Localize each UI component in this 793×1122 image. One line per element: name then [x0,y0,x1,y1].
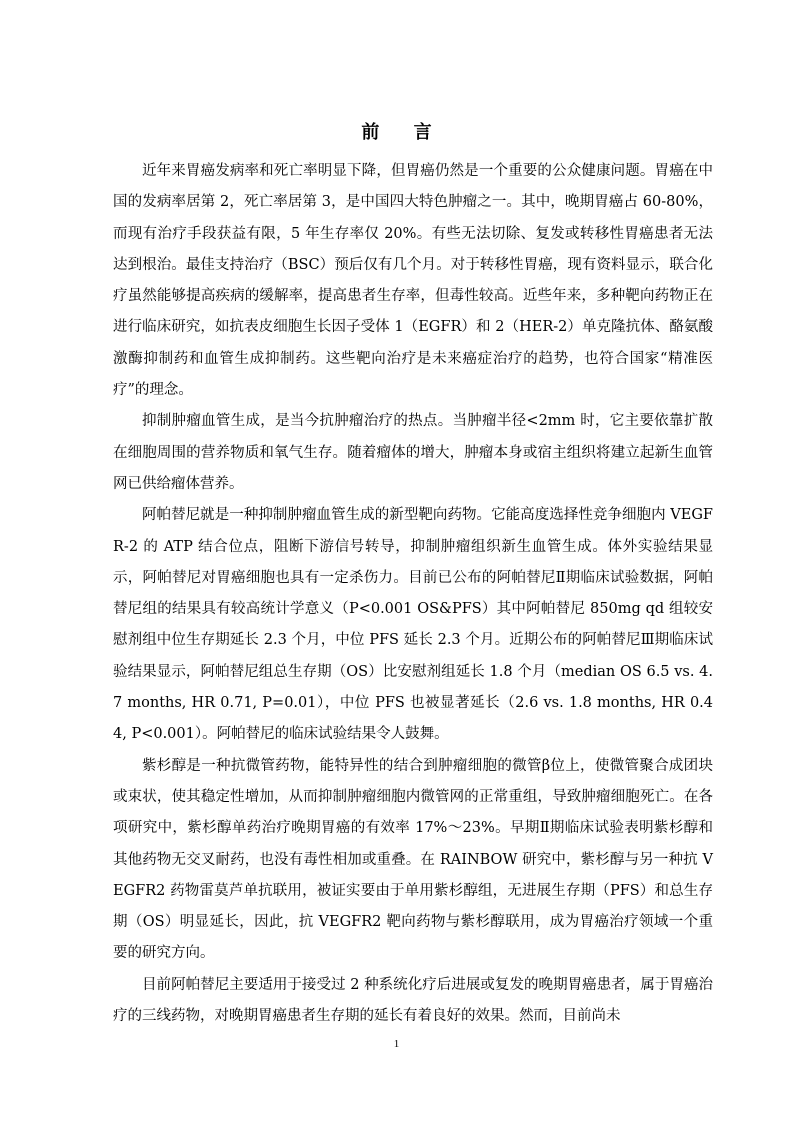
page-number: 1 [393,1038,400,1050]
paragraph-paclitaxel: 紫杉醇是一种抗微管药物，能特异性的结合到肿瘤细胞的微管β位上，使微管聚合成团块或束状，使其稳定性增加，从而抑制肿瘤细胞内微管网的正常重组，导致肿瘤细胞死亡。在各项研究中，紫杉醇单药治疗晚期胃癌的有效率 17%～23%。早期Ⅱ期临床试验表明紫杉醇和其他药物无交叉耐药，也没有毒性相加或重叠。在 RAINBOW 研究中，紫杉醇与另一种抗 VEGFR2 药物雷莫芦单抗联用，被证实要由于单用紫杉醇组，无进展生存期（PFS）和总生存期（OS）明显延长，因此，抗 VEGFR2 靶向药物与紫杉醇联用，成为胃癌治疗领域一个重要的研究方向。 [113,757,713,962]
document-body [113,156,713,1032]
paragraph-angiogenesis: 抑制肿瘤血管生成，是当今抗肿瘤治疗的热点。当肿瘤半径<2mm 时，它主要依靠扩散在细胞周围的营养物质和氧气生存。随着瘤体的增大，肿瘤本身或宿主组织将建立起新生血管网已供给瘤体营养。 [113,413,713,492]
page-title: 前 言 [361,122,446,143]
paragraph-current-use: 目前阿帕替尼主要适用于接受过 2 种系统化疗后进展或复发的晚期胃癌患者，属于胃癌治疗的三线药物，对晚期胃癌患者生存期的延长有着良好的效果。然而，目前尚未 [113,976,713,1025]
paragraph-incidence: 近年来胃癌发病率和死亡率明显下降，但胃癌仍然是一个重要的公众健康问题。胃癌在中国的发病率居第 2，死亡率居第 3，是中国四大特色肿瘤之一。其中，晚期胃癌占 60-80%，而现有治疗手段获益有限，5 年生存率仅 20%。有些无法切除、复发或转移性胃癌患者无法达到根治。最佳支持治疗（BSC）预后仅有几个月。对于转移性胃癌，现有资料显示，联合化疗虽然能够提高疾病的缓解率，提高患者生存率，但毒性较高。近些年来，多种靶向药物正在进行临床研究，如抗表皮细胞生长因子受体 1（EGFR）和 2（HER-2）单克隆抗体、酪氨酸激酶抑制药和血管生成抑制药。这些靶向治疗是未来癌症治疗的趋势，也符合国家“精准医疗”的理念。 [113,163,713,399]
paragraph-apatinib: 阿帕替尼就是一种抑制肿瘤血管生成的新型靶向药物。它能高度选择性竞争细胞内 VEGFR-2 的 ATP 结合位点，阻断下游信号转导，抑制肿瘤组织新生血管生成。体外实验结果显示，阿帕替尼对胃癌细胞也具有一定杀伤力。目前已公布的阿帕替尼Ⅱ期临床试验数据，阿帕替尼组的结果具有较高统计学意义（P<0.001 OS&PFS）其中阿帕替尼 850mg qd 组较安慰剂组中位生存期延长 2.3 个月，中位 PFS 延长 2.3 个月。近期公布的阿帕替尼Ⅲ期临床试验结果显示，阿帕替尼组总生存期（OS）比安慰剂组延长 1.8 个月（median OS 6.5 vs. 4.7 months, HR 0.71, P=0.01），中位 PFS 也被显著延长（2.6 vs. 1.8 months, HR 0.44, P<0.001）。阿帕替尼的临床试验结果令人鼓舞。 [113,507,713,743]
